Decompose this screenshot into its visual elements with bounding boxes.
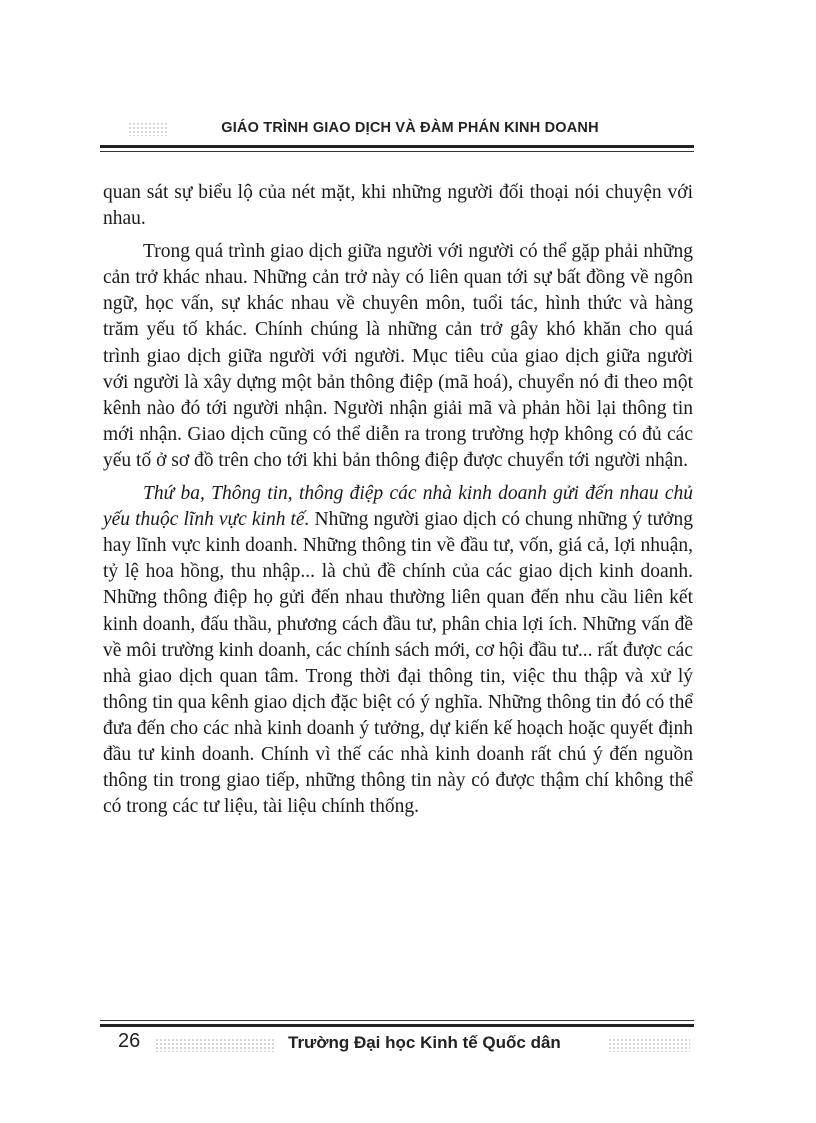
paragraph-text: Những người giao dịch có chung những ý tưởng hay lĩnh vực kinh doanh. Những thông tin về đầu tư, vốn, giá cả, lợi nhuận, tỷ lệ hoa hồng, thu nhập... là chủ đề chính của các giao dịch kinh doanh. Những thông điệp họ gửi đến nhau thường liên quan đến nhu cầu liên kết kinh doanh, đấu thầu, phương cách đầu tư, phân chia lợi ích. Những vấn đề về môi trường kinh doanh, các chính sách mới, cơ hội đầu tư... rất được các nhà giao dịch quan tâm. Trong thời đại thông tin, việc thu thập và xử lý thông tin qua kênh giao dịch đặc biệt có ý nghĩa. Những thông tin đó có thể đưa đến cho các nhà kinh doanh ý tưởng, dự kiến kế hoạch hoặc quyết định đầu tư kinh doanh. Chính vì thế các nhà kinh doanh rất chú ý đến nguồn thông tin trong giao tiếp, những thông tin này có được thậm chí không thể có trong các tư liệu, tài liệu chính thống. — [103, 509, 693, 818]
footer-speckle-left — [155, 1038, 275, 1052]
header-rule-thin — [100, 151, 694, 152]
paragraph-third-point — [103, 481, 693, 820]
footer-speckle-right — [608, 1038, 690, 1052]
paragraph: Trong quá trình giao dịch giữa người với người có thể gặp phải những cản trở khác nhau. Những cản trở này có liên quan tới sự bất đồng về ngôn ngữ, học vấn, sự khác nhau về chuyên môn, tuổi tác, hình thức và hàng trăm yếu tố khác. Chính chúng là những cản trở gây khó khăn cho quá trình giao dịch giữa người với người. Mục tiêu của giao dịch giữa người với người là xây dựng một bản thông điệp (mã hoá), chuyển nó đi theo một kênh nào đó tới người nhận. Người nhận giải mã và phản hồi lại thông tin mới nhận. Giao dịch cũng có thể diễn ra trong trường hợp không có đủ các yếu tố ở sơ đồ trên cho tới khi bản thông điệp được chuyển tới người nhận. — [103, 241, 693, 471]
paragraph-lead-italic: Thứ ba, Thông tin, thông điệp các nhà kinh doanh gửi đến nhau chủ yếu thuộc lĩnh vực kinh tế. — [103, 483, 693, 531]
running-header-title: GIÁO TRÌNH GIAO DỊCH VÀ ĐÀM PHÁN KINH DOANH — [221, 120, 599, 136]
footer-rule-thin — [100, 1020, 694, 1021]
footer-rule-thick — [100, 1024, 694, 1027]
paragraph-continuation: quan sát sự biểu lộ của nét mặt, khi những người đối thoại nói chuyện với nhau. — [103, 182, 693, 230]
page-body — [103, 180, 693, 827]
page-number: 26 — [118, 1030, 141, 1052]
footer-institution: Trường Đại học Kinh tế Quốc dân — [288, 1033, 561, 1052]
header-rule-thick — [100, 145, 694, 148]
